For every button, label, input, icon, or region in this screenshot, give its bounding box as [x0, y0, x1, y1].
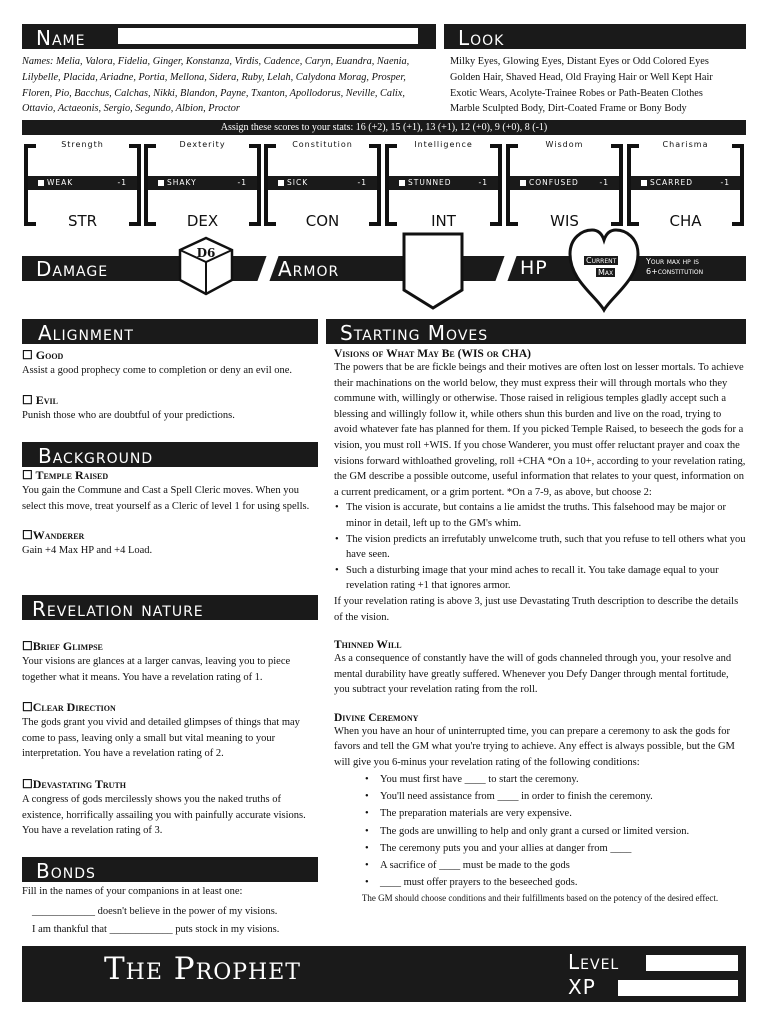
- ceremony-bullet-7: • ____ must offer prayers to the beseeched gods.: [364, 874, 746, 891]
- stat-debility-mod: -1: [237, 178, 247, 187]
- stat-debility: WEAK: [47, 178, 74, 187]
- revelation-dev-text: A congress of gods mercilessly shows you the naked truths of existence, horrifically assailing you with painfully accurate visions. You have a revelation rating of 3.: [22, 793, 306, 837]
- visions-text: The powers that be are fickle beings and their motives are often lost on lesser mortals. To achieve their machinations on the world below, they must express their will through mortals who they commune with, willingly or otherwise. Those raised in religious temples gladly accept such a blessing and willingly follow it, while others shun this burden and live on the road, trying to avoid whatever fate has planned for them. If you picked Temple Raised, to beseech the gods for a vision, you must roll +WIS. If you chose Wanderer, you must offer reluctant prayer and coax the visions forward withloathed groveling, roll +CHA *On a 10+, according to your revelation rating, the GM describe a possible outcome, useful information that relates to your quest, information on a current predicament, or a grim portent. *On a 7-9, as above, but choose 2:: [334, 362, 746, 498]
- name-header-bar: [22, 24, 436, 49]
- moves-header-bar: [326, 319, 746, 344]
- alignment-section: [22, 348, 318, 423]
- stat-label: Intelligence: [414, 140, 473, 149]
- damage-die: D6: [196, 246, 216, 260]
- background-temple-title: Temple Raised: [35, 468, 109, 482]
- damage-label: Damage: [36, 257, 109, 281]
- name-field[interactable]: [118, 28, 418, 44]
- visions-after: If your revelation rating is above 3, just use Devastating Truth description to describe the details of the vision.: [334, 595, 739, 623]
- visions-bullet-3: • Such a disturbing image that your mind aches to recall it. You take damage equal to your revelation rating +1 that ignores armor.: [334, 563, 746, 594]
- revelation-brief-option[interactable]: ☐Brief Glimpse: [22, 639, 103, 653]
- alignment-header-bar: [22, 319, 318, 344]
- ceremony-bullet-2: • You'll need assistance from ____ in order to finish the ceremony.: [364, 788, 746, 805]
- ceremony-note: The GM should choose conditions and their fulfillments based on the potency of the desired effect.: [361, 892, 719, 903]
- stat-block-cha[interactable]: [625, 140, 746, 232]
- stat-debility: SHAKY: [167, 178, 197, 187]
- xp-field[interactable]: [618, 980, 738, 996]
- visions-title: Visions of What May Be (WIS or CHA): [334, 348, 531, 360]
- ceremony-bullet-4: • The gods are unwilling to help and only grant a cursed or limited version.: [364, 823, 746, 840]
- stat-debility: SCARRED: [650, 178, 694, 187]
- revelation-clear-option[interactable]: ☐Clear Direction: [22, 700, 116, 715]
- alignment-header: Alignment: [38, 321, 134, 345]
- level-field[interactable]: [646, 955, 738, 971]
- stat-debility-mod: -1: [357, 178, 367, 187]
- look-eyes: Milky Eyes, Glowing Eyes, Distant Eyes or Odd Colored Eyes: [450, 56, 709, 67]
- ceremony-bullet-5: • The ceremony puts you and your allies at danger from ____: [364, 840, 746, 857]
- revelation-clear-title: Clear Direction: [32, 700, 116, 715]
- revelation-brief-text: Your visions are glances at a larger canvas, leaving you to piece together what it means. You have a revelation rating of 1.: [22, 656, 291, 683]
- bond-2-text: I am thankful that: [32, 924, 110, 936]
- damage-die-box[interactable]: [176, 236, 236, 298]
- xp-label: XP: [568, 975, 596, 999]
- alignment-good-title: Good: [35, 348, 64, 362]
- alignment-evil-text: Punish those who are doubtful of your predictions.: [22, 409, 235, 421]
- bonds-section: [22, 884, 318, 938]
- moves-header: Starting Moves: [340, 321, 489, 345]
- stat-debility-mod: -1: [599, 178, 609, 187]
- stat-block-con[interactable]: [262, 140, 383, 232]
- bonds-header: Bonds: [36, 859, 96, 883]
- moves-section: [334, 348, 746, 903]
- stat-block-str[interactable]: [22, 140, 143, 232]
- stat-debility-mod: -1: [720, 178, 730, 187]
- stat-label: Wisdom: [545, 140, 584, 149]
- stat-debility-mod: -1: [478, 178, 488, 187]
- stat-abbr: CON: [305, 212, 340, 230]
- bond-1[interactable]: [22, 904, 318, 920]
- revelation-dev-option[interactable]: ☐Devastating Truth: [22, 776, 127, 791]
- armor-label: Armor: [278, 257, 340, 281]
- look-header-bar: [444, 24, 746, 49]
- hp-current-label: Current: [586, 256, 617, 265]
- debility-checkbox[interactable]: [278, 180, 284, 186]
- revelation-clear-text: The gods grant you vivid and detailed glimpses of things that may come to pass, leaving only a small but vital meaning to your interpretation. You have a revelation rating of 2.: [22, 717, 300, 760]
- ceremony-bullet-6: • A sacrifice of ____ must be made to the gods: [364, 857, 746, 874]
- stat-abbr: STR: [67, 212, 98, 230]
- debility-checkbox[interactable]: [641, 180, 647, 186]
- stat-debility: STUNNED: [408, 178, 452, 187]
- hp-label: HP: [520, 257, 548, 279]
- visions-bullet-1: • The vision is accurate, but contains a lie amidst the truths. This falsehood may be major or minor in detail, left up to the GM's whim.: [334, 500, 746, 531]
- name-header: Name: [36, 26, 86, 50]
- background-temple-text: You gain the Commune and Cast a Spell Cleric moves. When you select this move, treat yourself as a Cleric of level 1 for using spells.: [22, 485, 310, 512]
- stat-debility: SICK: [287, 178, 309, 187]
- background-temple-option[interactable]: ☐ Temple Raised: [22, 468, 109, 482]
- look-header: Look: [458, 26, 505, 50]
- stat-debility-band: [510, 176, 619, 190]
- debility-checkbox[interactable]: [399, 180, 405, 186]
- stat-block-wis[interactable]: [504, 140, 625, 232]
- background-header-bar: [22, 442, 318, 467]
- bond-1-blank[interactable]: ____________: [32, 905, 95, 917]
- stat-abbr: CHA: [669, 212, 702, 230]
- hp-note-line1: Your max hp is: [646, 257, 699, 266]
- stat-debility-band: [631, 176, 740, 190]
- stat-abbr: DEX: [186, 212, 219, 230]
- ceremony-bullets: [334, 771, 746, 892]
- ceremony-text: When you have an hour of uninterrupted time, you can prepare a ceremony to ask the gods for favors and tell the GM what you're trying to achieve. Any effect is always possible, but the GM will give you 6-minus your revelation rating of the following conditions:: [334, 725, 735, 769]
- stat-block-int[interactable]: [383, 140, 504, 232]
- visions-bullet-2: • The vision predicts an irrefutably unwelcome truth, such that you refuse to tell others what you have seen.: [334, 532, 746, 563]
- bonds-header-bar: [22, 857, 318, 882]
- thinned-text: As a consequence of constantly have the will of gods channeled through you, your resolve and mental durability have greatly suffered. Whenever you Defy Danger through mental fortitude, you subtract your revelation rating from the roll.: [334, 653, 732, 696]
- stat-block-dex[interactable]: [142, 140, 263, 232]
- look-hair: Golden Hair, Shaved Head, Old Fraying Hair or Well Kept Hair: [450, 71, 713, 83]
- alignment-good-option[interactable]: ☐ Good: [22, 348, 64, 362]
- revelation-section: [22, 639, 318, 839]
- assign-stats-text: Assign these scores to your stats: 16 (+2), 15 (+1), 13 (+1), 12 (+0), 9 (+0), 8 (-1): [220, 122, 548, 133]
- ceremony-bullet-1: • You must first have ____ to start the ceremony.: [364, 771, 746, 788]
- stat-label: Constitution: [292, 140, 353, 149]
- debility-checkbox[interactable]: [158, 180, 164, 186]
- level-label: Level: [568, 950, 620, 974]
- stat-abbr: WIS: [550, 212, 579, 230]
- bond-2-blank[interactable]: ____________: [109, 924, 173, 936]
- revelation-header: Revelation nature: [32, 597, 204, 621]
- stat-label: Dexterity: [179, 140, 226, 149]
- bond-1-text: doesn't believe in the power of my visions.: [95, 905, 278, 917]
- revelation-dev-title: Devastating Truth: [32, 776, 127, 791]
- background-section: [22, 468, 318, 559]
- class-title: The Prophet: [104, 951, 301, 987]
- revelation-brief-title: Brief Glimpse: [32, 639, 103, 653]
- alignment-good-text: Assist a good prophecy come to completion or deny an evil one.: [22, 365, 293, 376]
- visions-bullets: [334, 500, 746, 594]
- bond-2[interactable]: [22, 922, 318, 938]
- stat-debility-band: [148, 176, 257, 190]
- background-header: Background: [38, 444, 154, 468]
- hp-max-label: Max: [598, 268, 614, 277]
- ceremony-title: Divine Ceremony: [334, 711, 419, 724]
- stat-debility: CONFUSED: [529, 178, 579, 187]
- stat-debility-band: [389, 176, 498, 190]
- stat-debility-band: [268, 176, 377, 190]
- hp-note-line2: 6+constitution: [646, 267, 704, 276]
- alignment-evil-title: Evil: [35, 392, 58, 407]
- name-options: Names: Melia, Valora, Fidelia, Ginger, Konstanza, Virdis, Cadence, Caryn, Euandra, Naenia, Lilybelle, Placida, Ariadne, Portia, Mellona, Sidera, Ruby, Lelah, Calydona Morag, Prosper, Floren, Pio, Bacchus, Calchas, Nikki, Blandon, Payne, Txanton, Apollodorus, Neville, Calix, Ottavio, Actaeonis, Sergio, Segundo, Albion, Proctor: [22, 56, 410, 115]
- look-lines: [450, 54, 750, 117]
- revelation-header-bar: [22, 595, 318, 620]
- background-wanderer-option[interactable]: ☐Wanderer: [22, 528, 85, 543]
- alignment-evil-option[interactable]: ☐ Evil: [22, 392, 58, 407]
- ceremony-bullet-3: • The preparation materials are very expensive.: [364, 805, 746, 822]
- stat-debility-band: [28, 176, 137, 190]
- hp-max-note: [646, 257, 703, 277]
- stat-label: Strength: [61, 140, 104, 149]
- look-body: Marble Sculpted Body, Dirt-Coated Frame or Bony Body: [450, 103, 687, 115]
- armor-shield-icon: [398, 230, 468, 312]
- stat-debility-mod: -1: [117, 178, 127, 187]
- debility-checkbox[interactable]: [38, 180, 44, 186]
- armor-shield-box[interactable]: [398, 230, 468, 312]
- background-wanderer-text: Gain +4 Max HP and +4 Load.: [22, 545, 153, 557]
- background-wanderer-title: Wanderer: [32, 528, 85, 543]
- bond-2-tail: puts stock in my visions.: [172, 924, 280, 936]
- look-clothes: Exotic Wears, Acolyte-Trainee Robes or Path-Beaten Clothes: [450, 87, 703, 99]
- stat-abbr: INT: [431, 212, 456, 230]
- stat-label: Charisma: [662, 140, 709, 149]
- bonds-intro: Fill in the names of your companions in at least one:: [22, 886, 243, 897]
- debility-checkbox[interactable]: [520, 180, 526, 186]
- thinned-title: Thinned Will: [334, 639, 402, 652]
- assign-stats-bar: [22, 120, 746, 135]
